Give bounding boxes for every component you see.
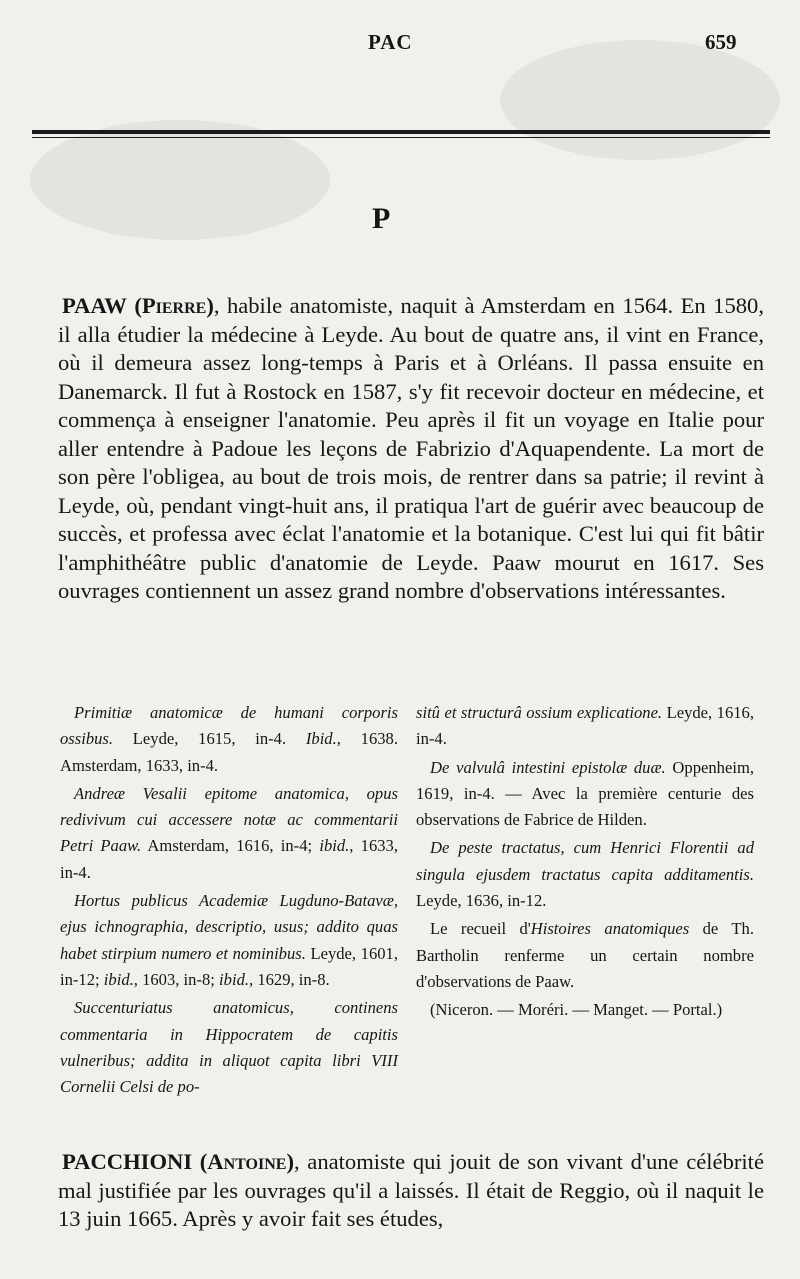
section-letter: P	[372, 202, 391, 235]
work-item: Andreæ Vesalii epitome anatomica, opus redivivum cui accessere notæ ac commentarii Petri Paaw. Amsterdam, 1616, in-4; ibid., 1633, in-4.	[60, 783, 398, 882]
works-column-right	[416, 700, 754, 1026]
entry-name: PACCHIONI	[62, 1149, 193, 1174]
page-number: 659	[705, 30, 737, 54]
header-rule-thin	[32, 137, 770, 138]
entry-paaw-text	[58, 292, 764, 606]
work-item: Succenturiatus anatomicus, continens commentaria in Hippocratem de capitis vulneribus; addita in aliquot capita libri VIII Cornelii Celsi de po-	[60, 998, 398, 1097]
work-item: De valvulâ intestini epistolæ duæ. Oppenheim, 1619, in-4. — Avec la première centurie des observations de Fabrice de Hilden.	[416, 757, 754, 830]
entry-name: PAAW	[62, 293, 127, 318]
bartholin-note: Le recueil d'Histoires anatomiques de Th. Bartholin renferme un certain nombre d'observations de Paaw.	[416, 919, 754, 991]
entry-body: , anatomiste qui jouit de son vivant d'une célébrité mal justifiée par les ouvrages qu'il a laissés. Il était de Reggio, où il naquit le 13 juin 1665. Après y avoir fait ses études,	[58, 1149, 764, 1231]
bleed-through-smudge	[30, 120, 330, 240]
entry-pacchioni	[58, 1148, 764, 1234]
works-column-left	[60, 700, 398, 1102]
work-item: Primitiæ anatomicæ de humani corporis ossibus. Leyde, 1615, in-4. Ibid., 1638. Amsterdam, 1633, in-4.	[60, 703, 399, 775]
page-header	[0, 30, 800, 60]
header-rule	[32, 130, 770, 134]
work-item: Hortus publicus Academiæ Lugduno-Batavæ, ejus ichnographia, descriptio, usus; addito quas habet stirpium numero et nominibus. Leyde, 1601, in-12; ibid., 1603, in-8; ibid., 1629, in-8.	[60, 891, 398, 989]
work-item: De peste tractatus, cum Henrici Florentii ad singula ejusdem tractatus capita additamentis. Leyde, 1636, in-12.	[416, 838, 754, 911]
entry-pacchioni-text	[58, 1148, 764, 1234]
entry-forename: (Pierre)	[134, 293, 214, 318]
entry-body: , habile anatomiste, naquit à Amsterdam en 1564. En 1580, il alla étudier la médecine à Leyde. Au bout de quatre ans, il vint en France, où il demeura assez long-temps à Paris et à Orléans. Il passa ensuite en Danemarck. Il fut à Rostock en 1587, s'y fit recevoir docteur en médecine, et commença à enseigner l'anatomie. Peu après il fit un voyage en Italie pour aller entendre à Padoue les leçons de Fabrizio d'Aquapendente. La mort de son père l'obligea, au bout de trois mois, de rentrer dans sa patrie; il revint à Leyde, où, pendant vingt-huit ans, il pratiqua l'art de guérir avec beaucoup de succès, et professa avec éclat l'anatomie et la botanique. C'est lui qui fit bâtir l'amphithéâtre public d'anatomie de Leyde. Paaw mourut en 1617. Ses ouvrages contiennent un assez grand nombre d'observations intéressantes.	[58, 293, 764, 603]
running-head: PAC	[368, 30, 413, 54]
sources-note: (Niceron. — Moréri. — Manget. — Portal.)	[430, 1000, 723, 1020]
entry-forename: (Antoine)	[199, 1149, 294, 1174]
work-item: sitû et structurâ ossium explicatione. Leyde, 1616, in-4.	[416, 703, 754, 749]
entry-paaw	[58, 292, 764, 606]
